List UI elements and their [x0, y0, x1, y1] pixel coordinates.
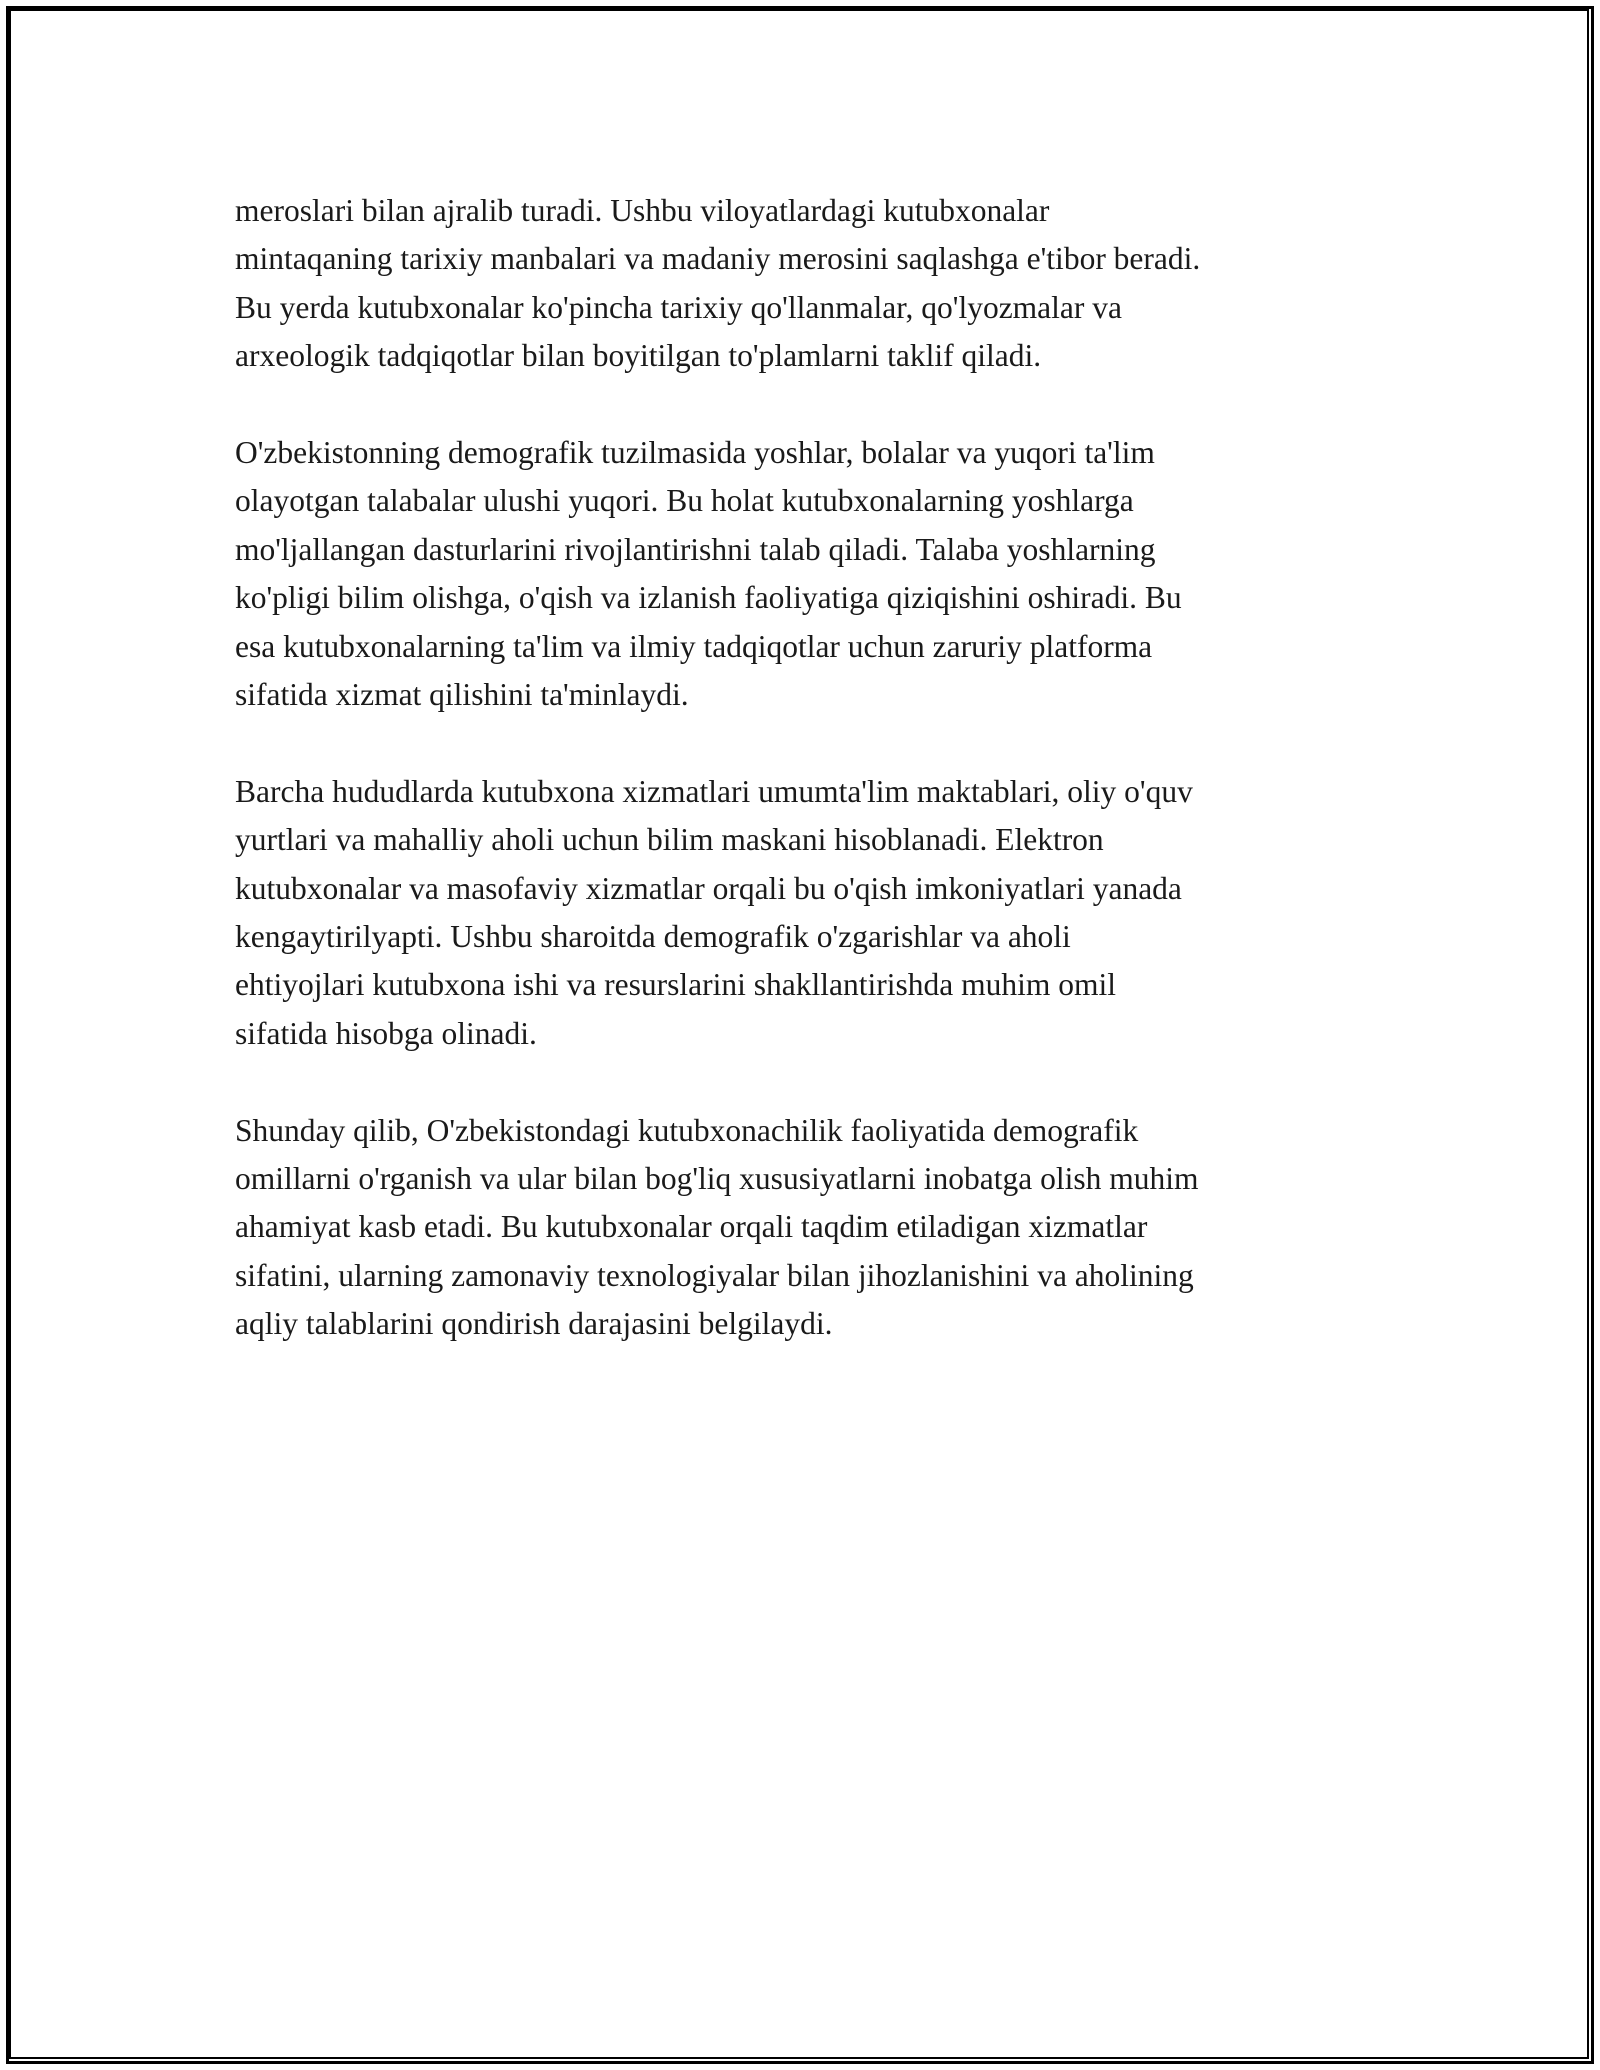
document-body: [235, 187, 1375, 1349]
paragraph-2: [235, 429, 1375, 719]
text-line: Bu yerda kutubxonalar ko'pincha tarixiy qo'llanmalar, qo'lyozmalar va: [235, 289, 1122, 325]
text-line: sifatini, ularning zamonaviy texnologiyalar bilan jihozlanishini va aholining: [235, 1257, 1194, 1293]
text-line: kutubxonalar va masofaviy xizmatlar orqali bu o'qish imkoniyatlari yanada: [235, 870, 1182, 906]
text-line: mo'ljallangan dasturlarini rivojlantirishni talab qiladi. Talaba yoshlarning: [235, 531, 1156, 567]
text-line: Shunday qilib, O'zbekistondagi kutubxonachilik faoliyatida demografik: [235, 1112, 1139, 1148]
text-line: ko'pligi bilim olishga, o'qish va izlanish faoliyatiga qiziqishini oshiradi. Bu: [235, 580, 1182, 616]
paragraph-1: [235, 187, 1375, 381]
text-line: meroslari bilan ajralib turadi. Ushbu viloyatlardagi kutubxonalar: [235, 193, 1050, 228]
text-line: omillarni o'rganish va ular bilan bog'liq xususiyatlarni inobatga olish muhim: [235, 1161, 1199, 1197]
text-line: ehtiyojlari kutubxona ishi va resurslarini shakllantirishda muhim omil: [235, 967, 1116, 1003]
text-line: kengaytirilyapti. Ushbu sharoitda demografik o'zgarishlar va aholi: [235, 919, 1071, 955]
text-line: sifatida hisobga olinadi.: [235, 1015, 537, 1051]
text-line: sifatida xizmat qilishini ta'minlaydi.: [235, 677, 689, 713]
text-line: O'zbekistonning demografik tuzilmasida yoshlar, bolalar va yuqori ta'lim: [235, 435, 1155, 471]
text-line: esa kutubxonalarning ta'lim va ilmiy tadqiqotlar uchun zaruriy platforma: [235, 628, 1153, 664]
text-line: mintaqaning tarixiy manbalari va madaniy merosini saqlashga e'tibor beradi.: [235, 241, 1201, 277]
text-line: Barcha hududlarda kutubxona xizmatlari umumta'lim maktablari, oliy o'quv: [235, 773, 1193, 809]
text-line: aqliy talablarini qondirish darajasini belgilaydi.: [235, 1306, 833, 1342]
paragraph-3: [235, 768, 1375, 1058]
text-line: arxeologik tadqiqotlar bilan boyitilgan to'plamlarni taklif qiladi.: [235, 338, 1042, 374]
text-line: ahamiyat kasb etadi. Bu kutubxonalar orqali taqdim etiladigan xizmatlar: [235, 1209, 1148, 1245]
text-line: olayotgan talabalar ulushi yuqori. Bu holat kutubxonalarning yoshlarga: [235, 483, 1134, 519]
text-line: yurtlari va mahalliy aholi uchun bilim maskani hisoblanadi. Elektron: [235, 822, 1104, 858]
paragraph-4: [235, 1107, 1375, 1349]
